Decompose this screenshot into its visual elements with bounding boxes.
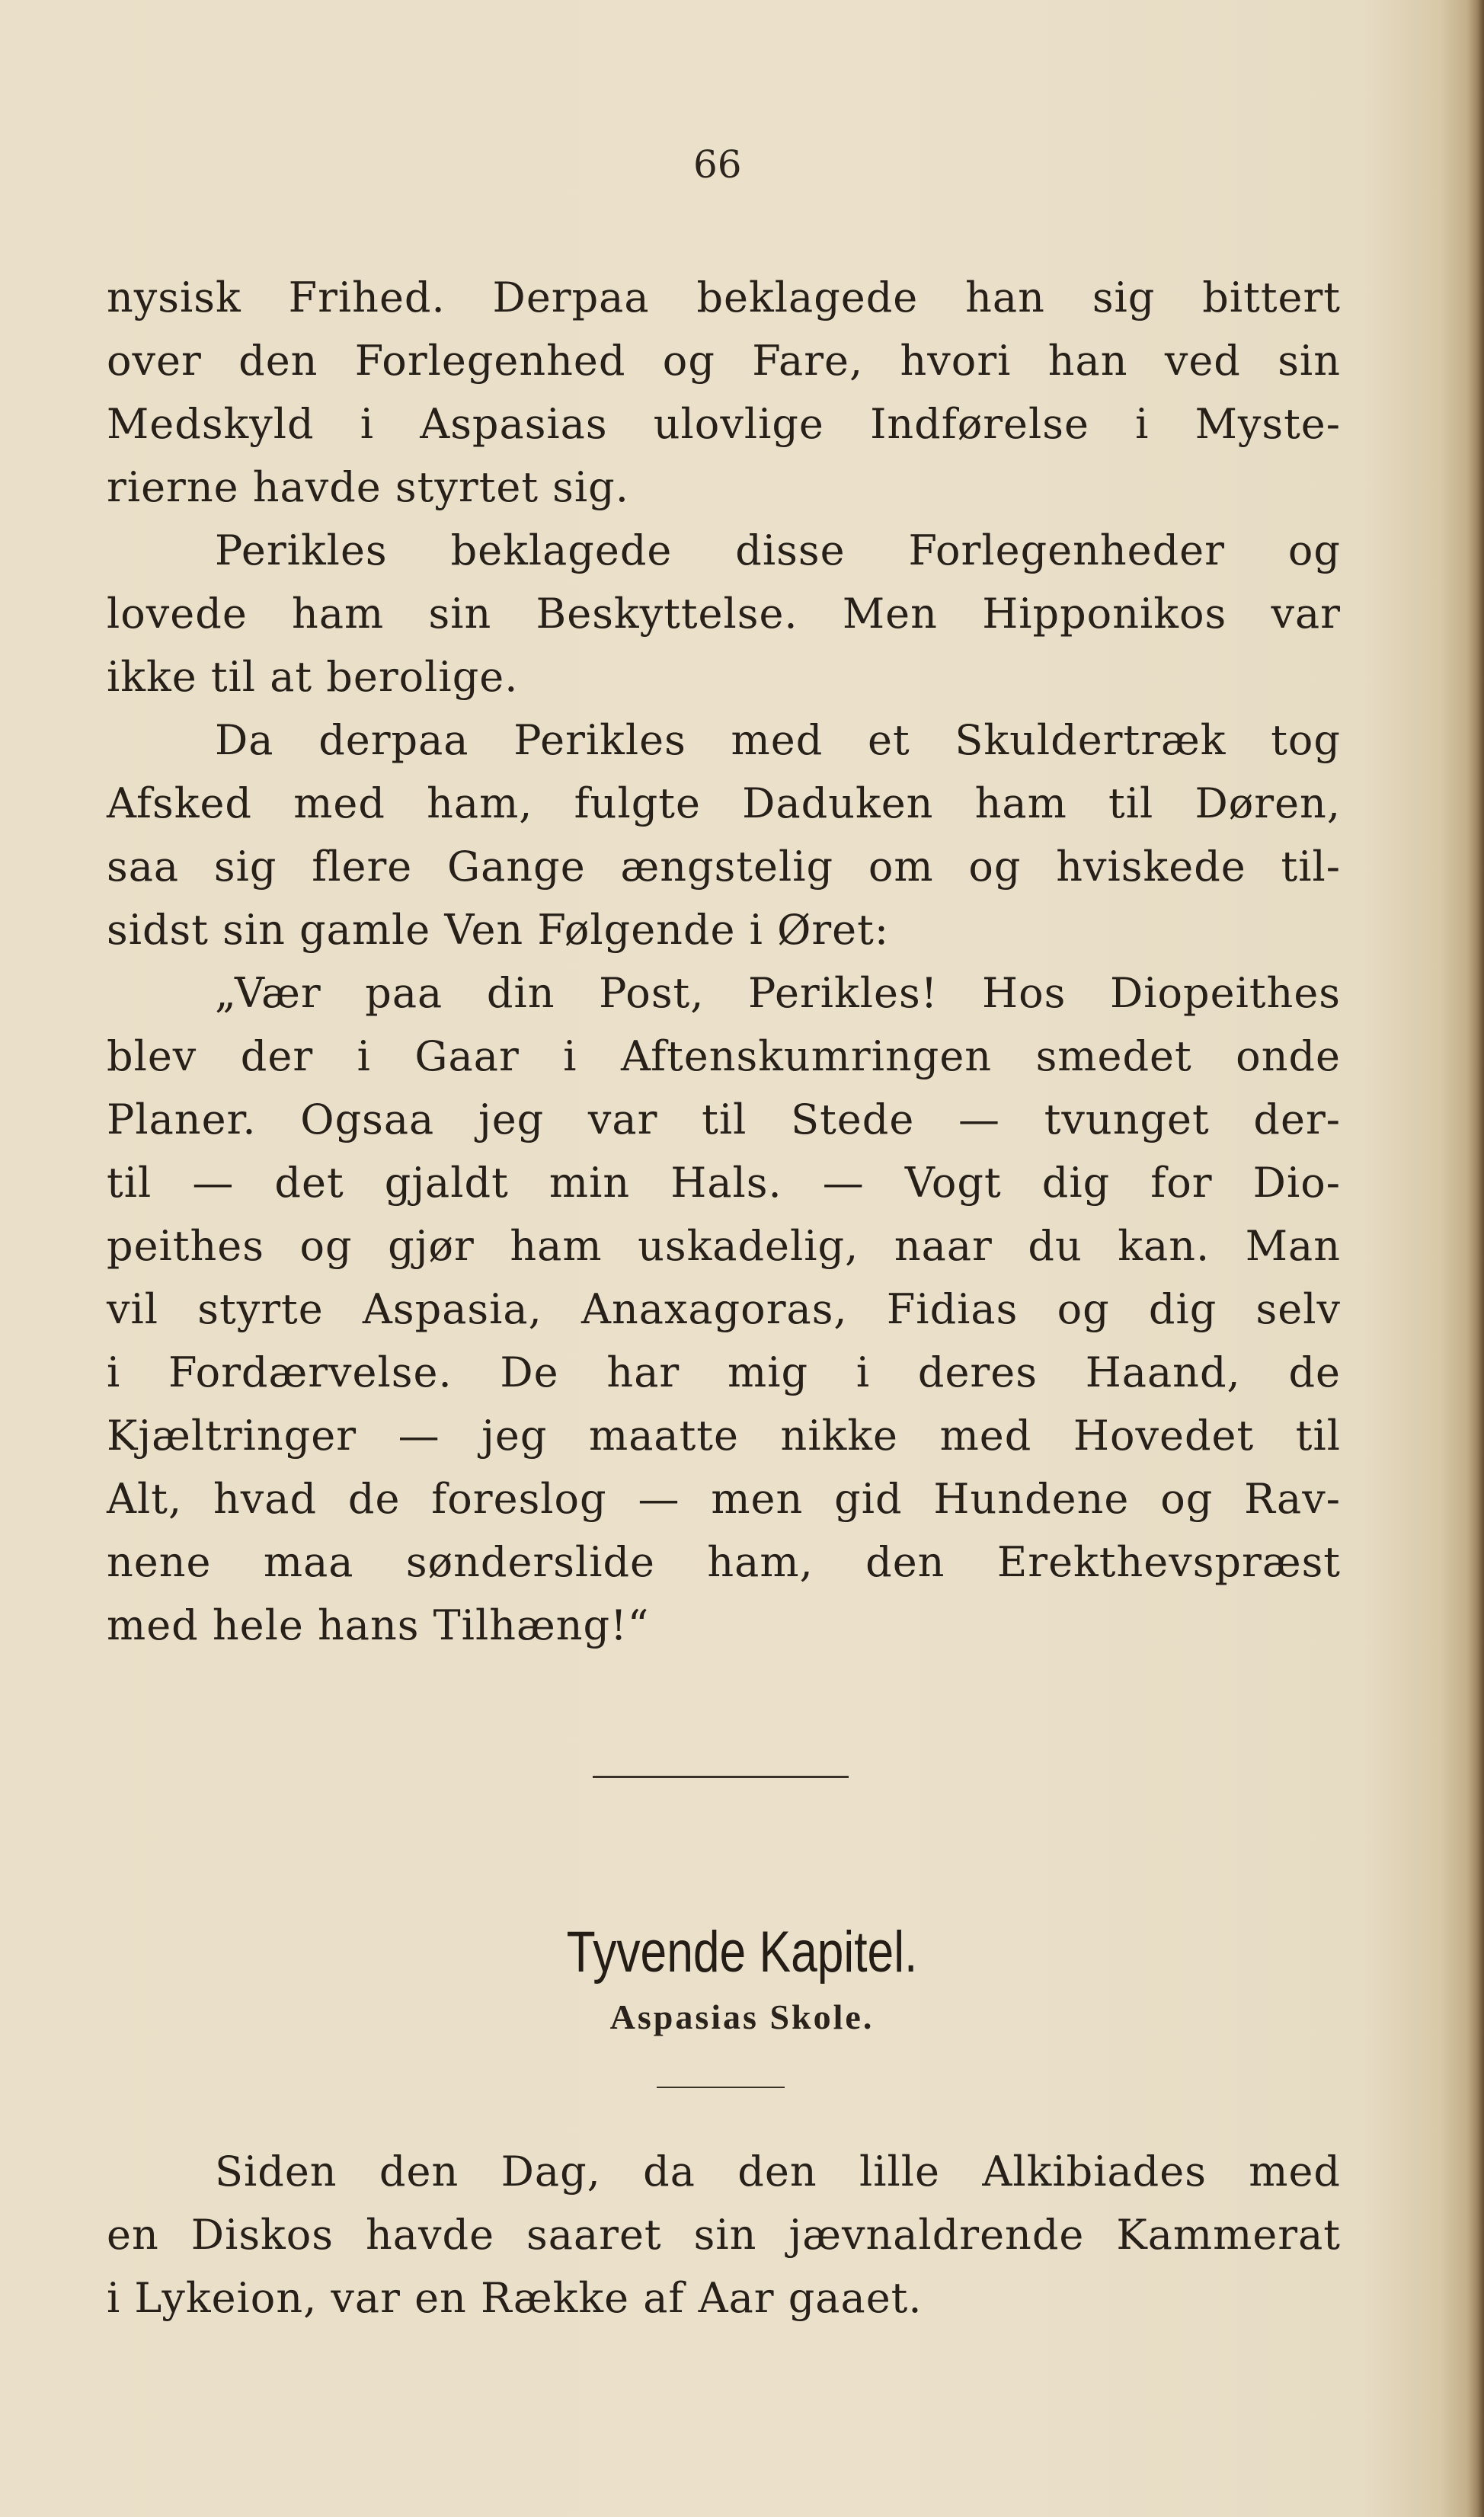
chapter-title: Tyvende Kapitel.	[566, 1920, 918, 1984]
text-line: Afsked med ham, fulgte Daduken ham til Døren,	[107, 779, 1341, 827]
text-line: over den Forlegenhed og Fare, hvori han ved sin	[107, 337, 1341, 385]
text-line: Medskyld i Aspasias ulovlige Indførelse i Myste-	[107, 400, 1341, 448]
text-line: Da derpaa Perikles med et Skuldertræk tog	[215, 716, 1341, 764]
text-line: blev der i Gaar i Aftenskumringen smedet onde	[107, 1032, 1341, 1080]
subtitle-divider	[657, 2087, 785, 2088]
text-line: med hele hans Tilhæng!“	[107, 1601, 650, 1649]
text-line: i Fordærvelse. De har mig i deres Haand, de	[107, 1348, 1341, 1396]
book-spine-shadow	[1467, 0, 1484, 2517]
text-line: en Diskos havde saaret sin jævnaldrende Kammerat	[107, 2211, 1341, 2259]
chapter-subtitle: Aspasias Skole.	[609, 1997, 875, 2036]
text-line: i Lykeion, var en Række af Aar gaaet.	[107, 2274, 923, 2322]
text-line: sidst sin gamle Ven Følgende i Øret:	[107, 906, 890, 954]
text-line: peithes og gjør ham uskadelig, naar du kan. Man	[107, 1222, 1341, 1270]
text-line: ikke til at berolige.	[107, 653, 519, 701]
text-line: Planer. Ogsaa jeg var til Stede — tvunget der-	[107, 1095, 1341, 1143]
text-line: Siden den Dag, da den lille Alkibiades med	[215, 2148, 1341, 2196]
text-line: Perikles beklagede disse Forlegenheder og	[215, 526, 1341, 574]
text-line: Kjæltringer — jeg maatte nikke med Hovedet til	[107, 1412, 1341, 1460]
text-line: „Vær paa din Post, Perikles! Hos Diopeithes	[215, 969, 1341, 1017]
page-number: 66	[693, 142, 742, 187]
text-line: lovede ham sin Beskyttelse. Men Hipponikos var	[107, 590, 1341, 638]
text-line: nene maa sønderslide ham, den Erekthevspræst	[107, 1538, 1341, 1586]
text-line: Alt, hvad de foreslog — men gid Hundene og Rav-	[107, 1475, 1341, 1523]
text-line: rierne havde styrtet sig.	[107, 463, 629, 511]
text-line: vil styrte Aspasia, Anaxagoras, Fidias og dig selv	[107, 1285, 1341, 1333]
text-line: nysisk Frihed. Derpaa beklagede han sig bittert	[107, 273, 1341, 321]
section-divider	[593, 1776, 849, 1778]
text-line: saa sig flere Gange ængstelig om og hviskede til-	[107, 843, 1341, 891]
text-line: til — det gjaldt min Hals. — Vogt dig for Dio-	[107, 1159, 1341, 1207]
